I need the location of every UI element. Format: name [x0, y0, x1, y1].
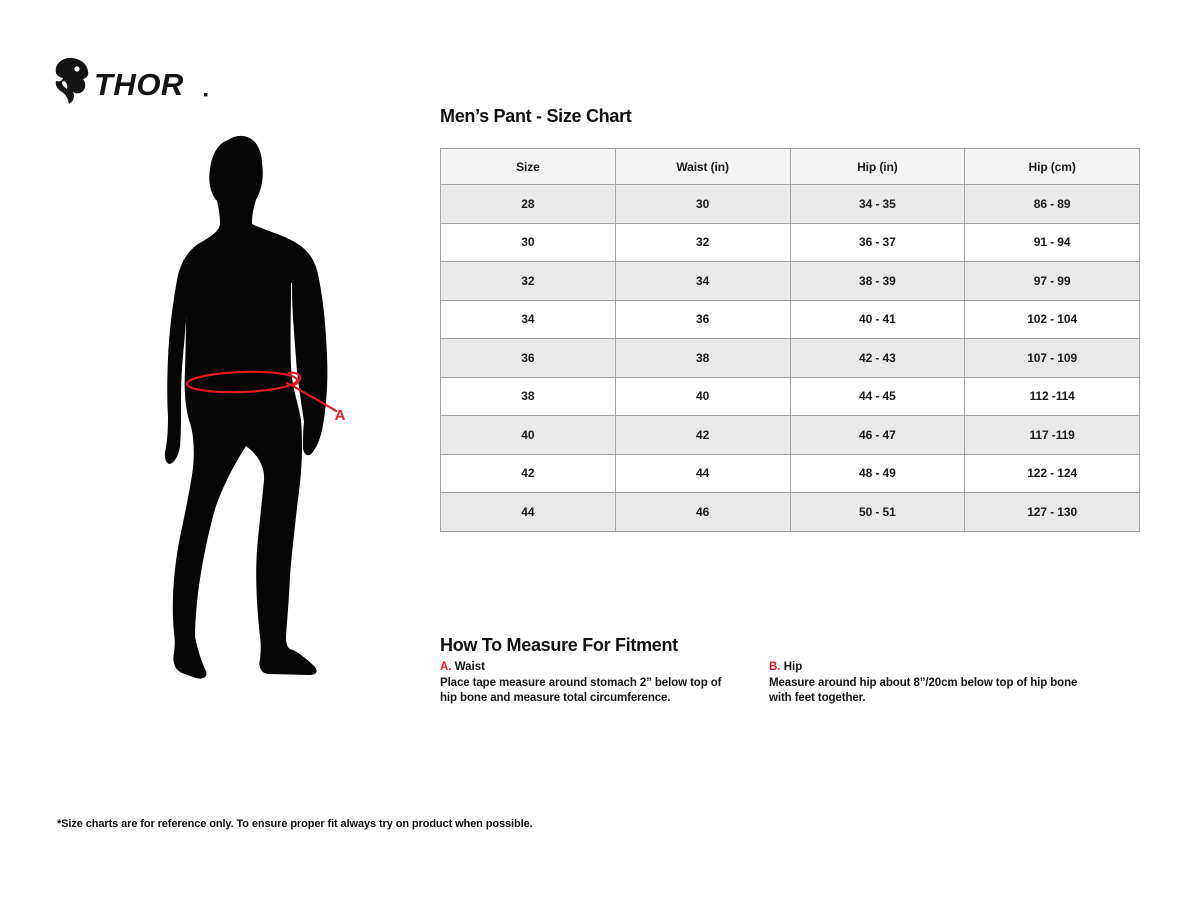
measure-heading: How To Measure For Fitment	[440, 635, 678, 655]
table-cell: 34	[441, 300, 616, 339]
measure-word-waist: Waist	[454, 661, 485, 673]
footnote-disclaimer: *Size charts are for reference only. To ensure proper fit always try on product when possible.	[57, 818, 533, 830]
thor-logo-svg	[52, 54, 212, 110]
trademark-dot	[204, 93, 207, 96]
table-cell: 38	[615, 339, 790, 378]
table-cell: 44 - 45	[790, 377, 965, 416]
table-row	[441, 223, 1140, 262]
measure-letter-a: A.	[440, 661, 452, 673]
thor-logo-text: THOR	[94, 67, 184, 102]
measure-letter-b: B.	[769, 661, 781, 673]
header-waist-in: Waist (in)	[615, 149, 790, 185]
table-cell: 44	[615, 454, 790, 493]
table-cell: 36	[441, 339, 616, 378]
table-cell: 86 - 89	[965, 185, 1140, 224]
table-cell: 36 - 37	[790, 223, 965, 262]
table-row	[441, 454, 1140, 493]
table-cell: 46 - 47	[790, 416, 965, 455]
table-cell: 97 - 99	[965, 262, 1140, 301]
table-cell: 127 - 130	[965, 493, 1140, 532]
silhouette-svg	[140, 130, 352, 682]
header-size: Size	[441, 149, 616, 185]
measure-item-waist	[440, 661, 732, 705]
page-title: Men’s Pant - Size Chart	[440, 106, 632, 126]
table-cell: 38 - 39	[790, 262, 965, 301]
size-table-head	[441, 149, 1140, 185]
table-cell: 32	[441, 262, 616, 301]
table-cell: 34 - 35	[790, 185, 965, 224]
thor-goat-head-icon	[56, 58, 89, 104]
measure-label-waist	[440, 661, 732, 673]
table-cell: 30	[441, 223, 616, 262]
table-row	[441, 185, 1140, 224]
table-cell: 38	[441, 377, 616, 416]
header-hip-in: Hip (in)	[790, 149, 965, 185]
table-cell: 112 -114	[965, 377, 1140, 416]
table-cell: 46	[615, 493, 790, 532]
table-cell: 40 - 41	[790, 300, 965, 339]
table-cell: 107 - 109	[965, 339, 1140, 378]
table-row	[441, 377, 1140, 416]
table-cell: 28	[441, 185, 616, 224]
table-cell: 91 - 94	[965, 223, 1140, 262]
table-row	[441, 493, 1140, 532]
measure-text-hip: Measure around hip about 8”/20cm below top of hip bone with feet together.	[769, 677, 1078, 704]
table-cell: 42	[441, 454, 616, 493]
table-cell: 40	[441, 416, 616, 455]
table-cell: 44	[441, 493, 616, 532]
table-row	[441, 416, 1140, 455]
header-hip-cm: Hip (cm)	[965, 149, 1140, 185]
marker-label-a: A	[334, 407, 346, 424]
table-row	[441, 339, 1140, 378]
table-row	[441, 300, 1140, 339]
table-cell: 117 -119	[965, 416, 1140, 455]
table-cell: 36	[615, 300, 790, 339]
table-cell: 122 - 124	[965, 454, 1140, 493]
measure-item-hip	[769, 661, 1079, 705]
table-cell: 40	[615, 377, 790, 416]
table-cell: 102 - 104	[965, 300, 1140, 339]
table-cell: 48 - 49	[790, 454, 965, 493]
table-cell: 34	[615, 262, 790, 301]
table-cell: 42	[615, 416, 790, 455]
table-cell: 30	[615, 185, 790, 224]
size-table-body	[441, 185, 1140, 532]
measure-label-hip	[769, 661, 1079, 673]
thor-logo	[52, 54, 212, 110]
table-cell: 42 - 43	[790, 339, 965, 378]
table-cell: 50 - 51	[790, 493, 965, 532]
table-row	[441, 262, 1140, 301]
header-row	[441, 149, 1140, 185]
male-silhouette-figure	[140, 130, 352, 682]
measure-text-waist: Place tape measure around stomach 2” below top of hip bone and measure total circumference.	[440, 677, 722, 704]
measure-word-hip: Hip	[783, 661, 803, 673]
size-chart-table	[440, 148, 1140, 532]
table-cell: 32	[615, 223, 790, 262]
silhouette-body	[173, 136, 317, 679]
